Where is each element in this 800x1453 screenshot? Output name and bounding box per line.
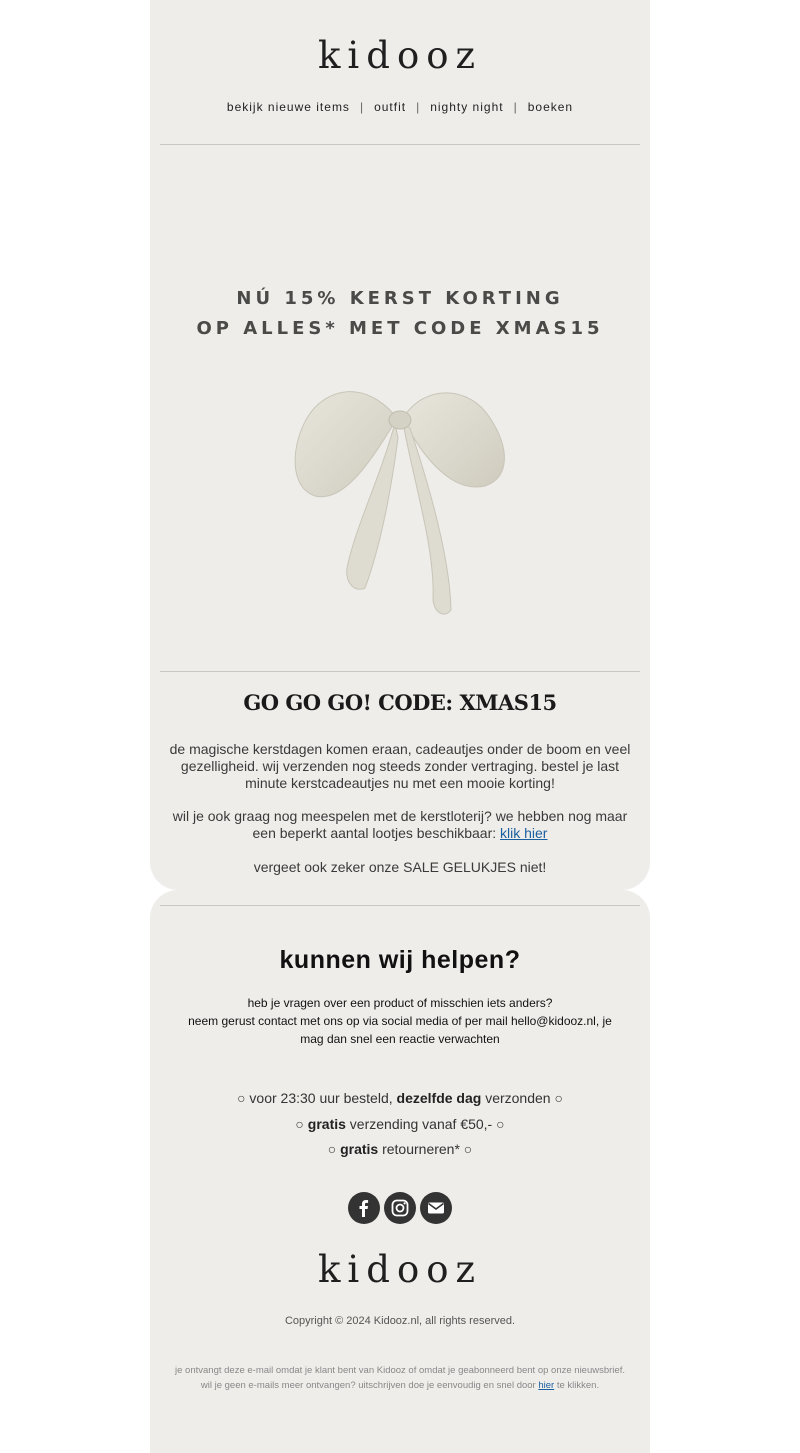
footer-logo[interactable]: kidooz xyxy=(318,1248,482,1291)
nav-item-boeken[interactable]: boeken xyxy=(527,100,574,114)
email-container xyxy=(150,0,650,1391)
usp-suffix: verzonden ○ xyxy=(481,1090,563,1106)
help-line-2: neem gerust contact met ons op via social media of per mail hello@kidooz.nl, je mag dan snel een reactie verwachten xyxy=(188,1014,612,1046)
nav-item-nighty-night[interactable]: nighty night xyxy=(430,100,504,114)
nav-separator: | xyxy=(416,100,421,114)
hero-banner[interactable] xyxy=(160,156,640,660)
unsubscribe-suffix: te klikken. xyxy=(556,1380,600,1391)
nav-separator: | xyxy=(513,100,518,114)
usp-prefix: ○ xyxy=(295,1116,308,1132)
copyright-text: Copyright © 2024 Kidooz.nl, all rights reserved. xyxy=(284,1315,516,1327)
nav-separator: | xyxy=(359,100,365,114)
usp-bold: gratis xyxy=(340,1141,379,1157)
facebook-icon[interactable] xyxy=(348,1192,380,1224)
sale-paragraph: vergeet ook zeker onze SALE GELUKJES niet! xyxy=(253,859,547,875)
promo-line-1: NÚ 15% KERST KORTING xyxy=(236,288,564,309)
usp-prefix: ○ xyxy=(327,1141,341,1157)
divider xyxy=(160,671,640,672)
nav-item-outfit[interactable]: outfit xyxy=(374,100,407,114)
usp-suffix: retourneren* ○ xyxy=(378,1141,473,1157)
usp-item xyxy=(150,1141,650,1157)
help-title: kunnen wij helpen? xyxy=(279,946,521,974)
instagram-icon[interactable] xyxy=(384,1192,416,1224)
top-card xyxy=(150,0,650,890)
bottom-card xyxy=(150,890,650,1453)
usp-suffix: verzending vanaf €50,- ○ xyxy=(345,1116,505,1132)
main-nav xyxy=(150,100,650,114)
divider xyxy=(160,905,640,906)
brand-logo[interactable]: kidooz xyxy=(318,34,482,77)
help-line-1: heb je vragen over een product of misschien iets anders? xyxy=(247,996,553,1010)
lottery-link[interactable]: klik hier xyxy=(500,825,548,841)
mail-icon[interactable] xyxy=(420,1192,452,1224)
unsubscribe-link[interactable]: hier xyxy=(538,1380,555,1391)
lottery-paragraph xyxy=(165,808,635,842)
nav-item-new-items[interactable]: bekijk nieuwe items xyxy=(226,100,350,114)
ribbon-bow-icon xyxy=(285,378,515,618)
promo-text xyxy=(160,284,640,344)
lottery-text: wil je ook graag nog meespelen met de kerstloterij? we hebben nog maar een beperkt aantal lootjes beschikbaar: xyxy=(172,808,628,841)
promo-line-2: OP ALLES* MET CODE XMAS15 xyxy=(196,318,604,339)
usp-bold: dezelfde dag xyxy=(396,1090,482,1106)
usp-prefix: ○ voor 23:30 uur besteld, xyxy=(237,1090,397,1106)
usp-item xyxy=(150,1116,650,1132)
intro-paragraph: de magische kerstdagen komen eraan, cadeautjes onder de boom en veel gezelligheid. wij verzenden nog steeds zonder vertraging. bestel je last minute kerstcadeautjes nu met een mooie korting! xyxy=(169,741,631,791)
divider xyxy=(160,144,640,145)
unsubscribe-text xyxy=(175,1363,625,1393)
unsubscribe-body: je ontvangt deze e-mail omdat je klant bent van Kidooz of omdat je geabonneerd bent op onze nieuwsbrief. wil je geen e-mails meer ontvangen? uitschrijven doe je eenvoudig en snel door xyxy=(175,1365,625,1391)
promo-headline: GO GO GO! CODE: XMAS15 xyxy=(243,690,557,715)
usp-bold: gratis xyxy=(307,1116,346,1132)
social-links xyxy=(348,1192,452,1224)
usp-item xyxy=(150,1090,650,1106)
help-text xyxy=(180,994,620,1048)
